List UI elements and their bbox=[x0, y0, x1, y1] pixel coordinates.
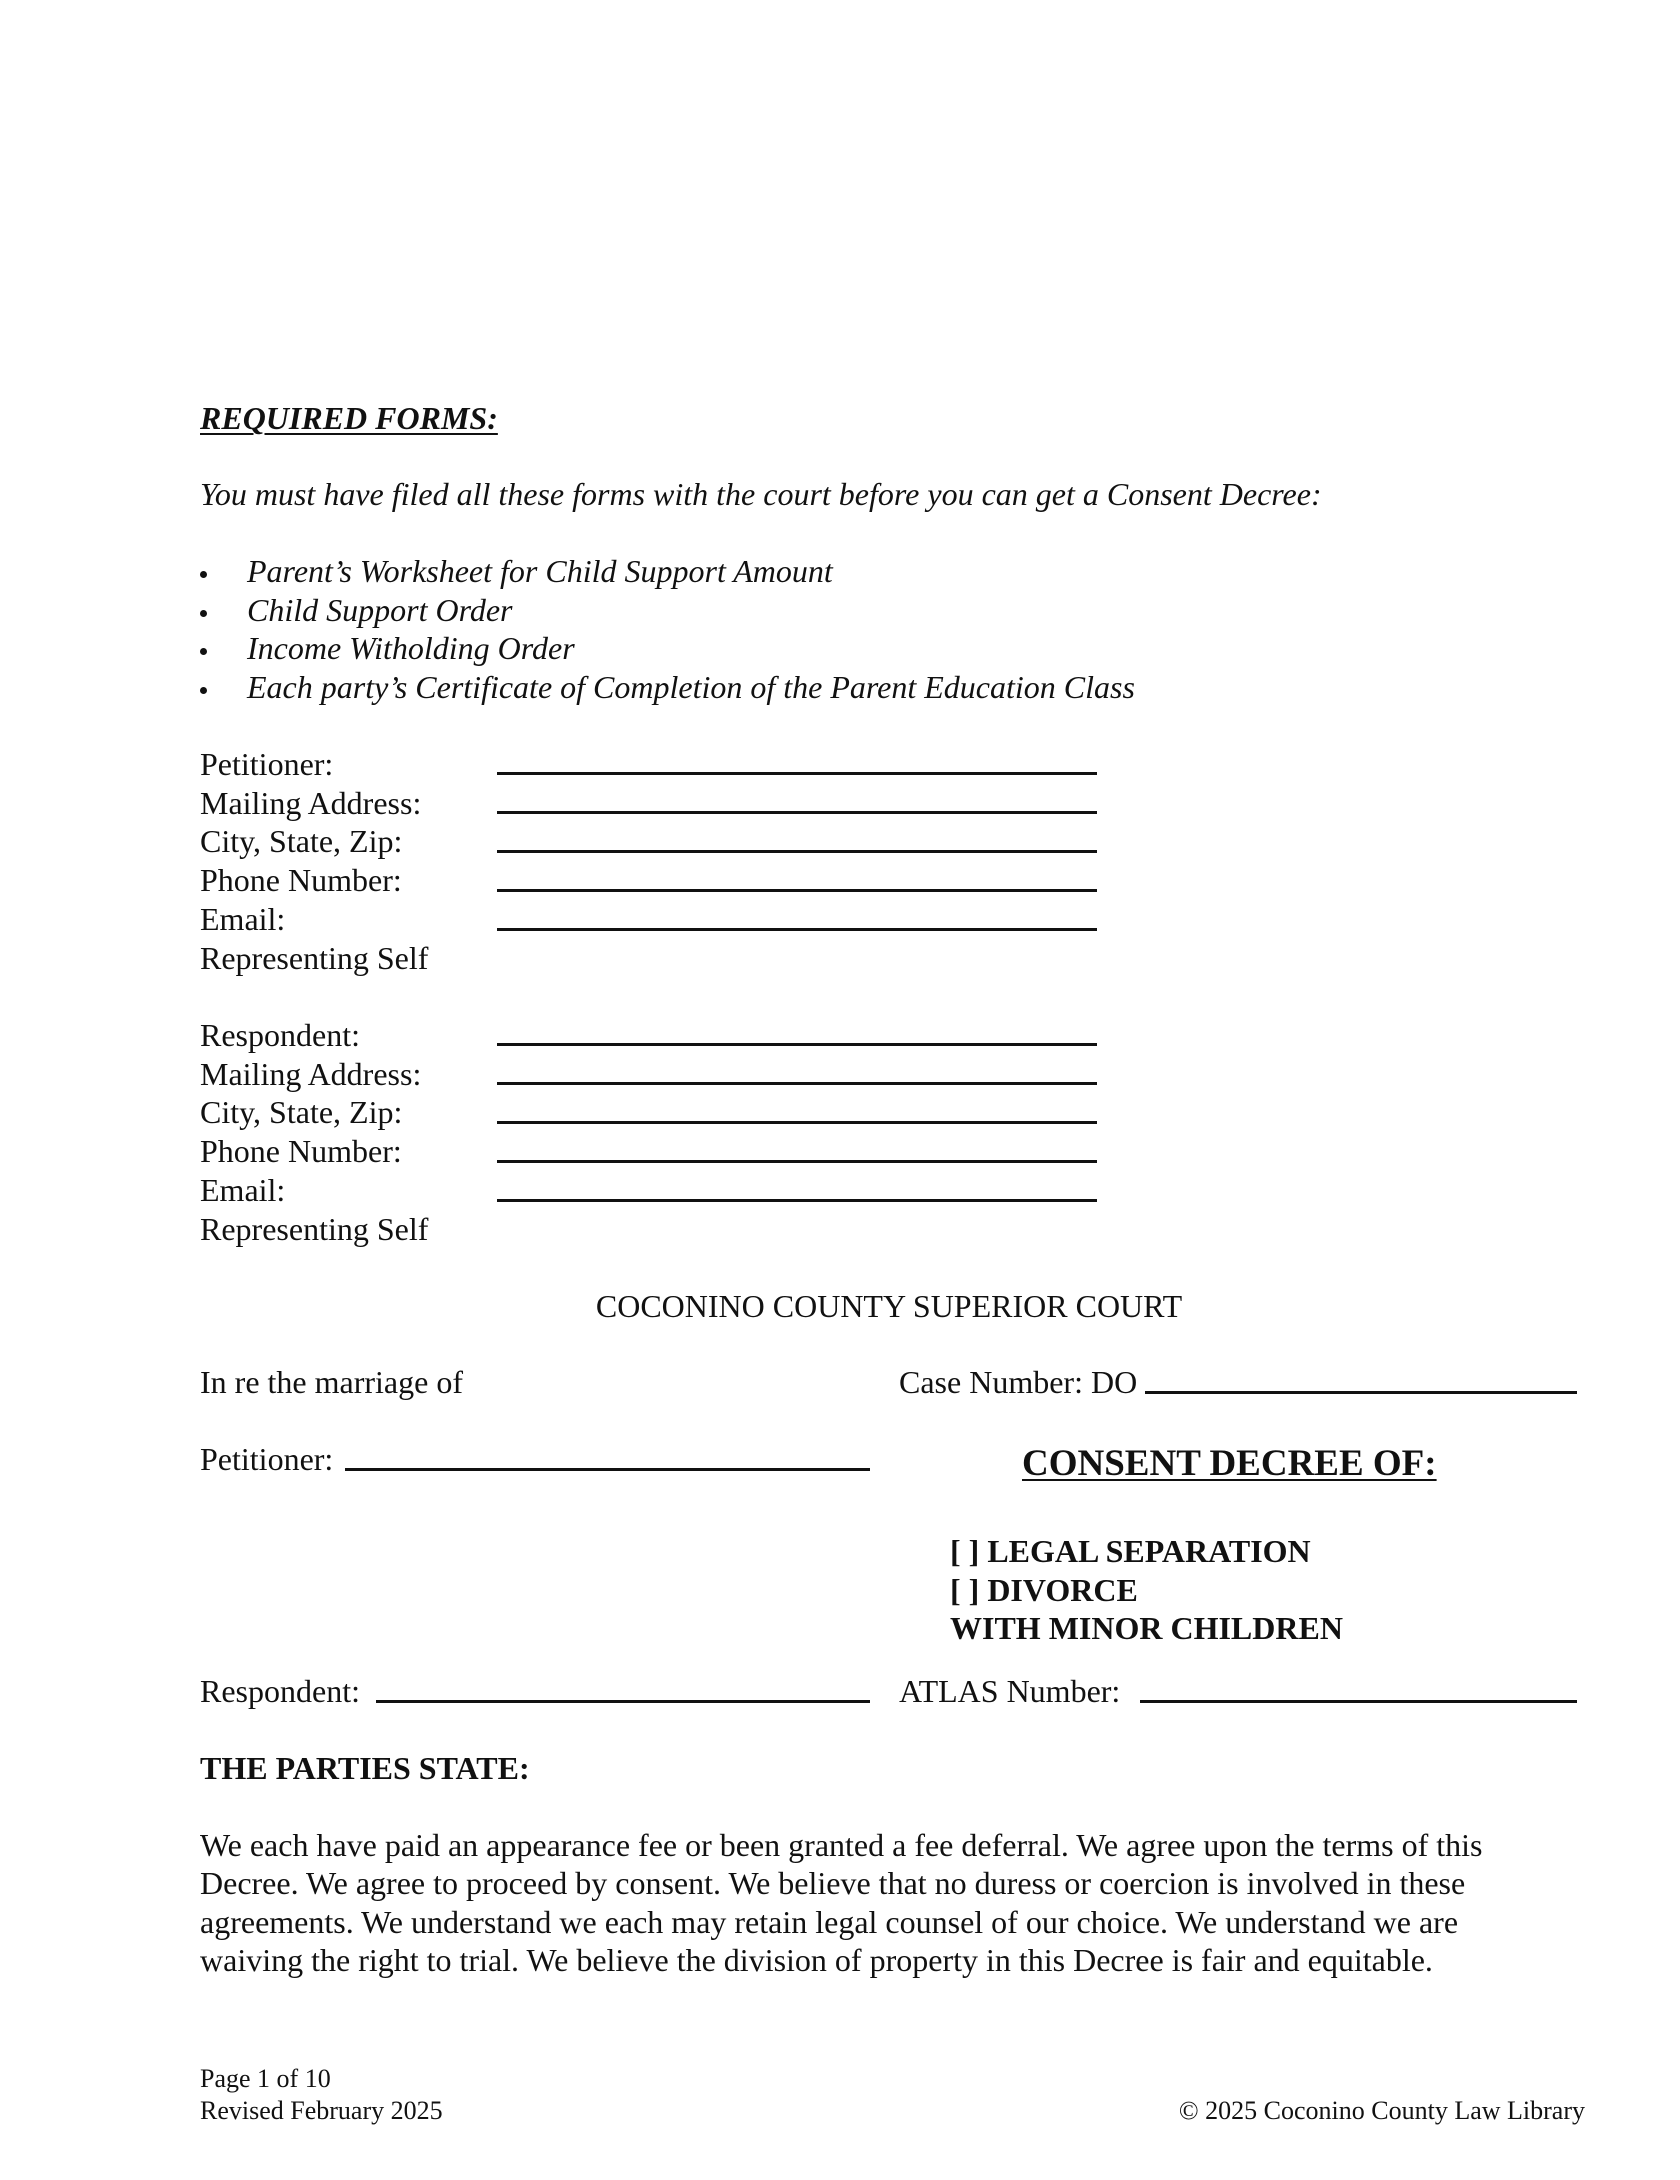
bullet-icon bbox=[200, 571, 207, 578]
respondent-city-label: City, State, Zip: bbox=[200, 1094, 403, 1130]
paragraph-line: agreements. We understand we each may retain legal counsel of our choice. We understand we are bbox=[200, 1904, 1459, 1940]
respondent-representing: Representing Self bbox=[200, 1211, 429, 1247]
paragraph-line: Decree. We agree to proceed by consent. We believe that no duress or coercion is involved in these bbox=[200, 1865, 1466, 1901]
revised-date: Revised February 2025 bbox=[200, 2096, 443, 2125]
petitioner-city-label: City, State, Zip: bbox=[200, 823, 403, 859]
option-legal-separation[interactable]: [ ] LEGAL SEPARATION bbox=[950, 1533, 1311, 1569]
case-number-label: Case Number: DO bbox=[899, 1364, 1138, 1400]
respondent-caption-label: Respondent: bbox=[200, 1673, 360, 1709]
parties-state-heading: THE PARTIES STATE: bbox=[200, 1750, 530, 1786]
atlas-number-label: ATLAS Number: bbox=[899, 1673, 1121, 1709]
respondent-email-field[interactable] bbox=[497, 1199, 1097, 1202]
court-name: COCONINO COUNTY SUPERIOR COURT bbox=[595, 1288, 1183, 1324]
required-forms-intro: You must have filed all these forms with the court before you can get a Consent Decree: bbox=[200, 476, 1322, 512]
petitioner-caption-label: Petitioner: bbox=[200, 1441, 334, 1477]
respondent-phone-label: Phone Number: bbox=[200, 1133, 402, 1169]
petitioner-name-field[interactable] bbox=[497, 772, 1097, 775]
respondent-email-label: Email: bbox=[200, 1172, 286, 1208]
petitioner-city-field[interactable] bbox=[497, 850, 1097, 853]
paragraph-line: We each have paid an appearance fee or been granted a fee deferral. We agree upon the terms of this bbox=[200, 1827, 1483, 1863]
list-item: Each party’s Certificate of Completion of the Parent Education Class bbox=[247, 669, 1135, 705]
page-number: Page 1 of 10 bbox=[200, 2064, 331, 2093]
petitioner-representing: Representing Self bbox=[200, 940, 429, 976]
bullet-icon bbox=[200, 648, 207, 655]
with-minor-children: WITH MINOR CHILDREN bbox=[950, 1610, 1343, 1646]
atlas-number-field[interactable] bbox=[1140, 1700, 1577, 1703]
respondent-name-field[interactable] bbox=[497, 1043, 1097, 1046]
decree-title: CONSENT DECREE OF: bbox=[1022, 1443, 1437, 1484]
petitioner-address-label: Mailing Address: bbox=[200, 785, 422, 821]
bullet-icon bbox=[200, 687, 207, 694]
paragraph-line: waiving the right to trial. We believe the division of property in this Decree is fair and equitable. bbox=[200, 1942, 1433, 1978]
copyright: © 2025 Coconino County Law Library bbox=[1178, 2096, 1585, 2125]
petitioner-address-field[interactable] bbox=[497, 811, 1097, 814]
petitioner-phone-field[interactable] bbox=[497, 889, 1097, 892]
respondent-address-field[interactable] bbox=[497, 1082, 1097, 1085]
respondent-name-label: Respondent: bbox=[200, 1017, 360, 1053]
list-item: Parent’s Worksheet for Child Support Amount bbox=[247, 553, 833, 589]
respondent-phone-field[interactable] bbox=[497, 1160, 1097, 1163]
bullet-icon bbox=[200, 610, 207, 617]
case-number-field[interactable] bbox=[1145, 1391, 1577, 1394]
respondent-address-label: Mailing Address: bbox=[200, 1056, 422, 1092]
option-divorce[interactable]: [ ] DIVORCE bbox=[950, 1572, 1138, 1608]
petitioner-email-label: Email: bbox=[200, 901, 286, 937]
petitioner-phone-label: Phone Number: bbox=[200, 862, 402, 898]
petitioner-caption-field[interactable] bbox=[345, 1468, 870, 1471]
petitioner-name-label: Petitioner: bbox=[200, 746, 334, 782]
required-forms-heading: REQUIRED FORMS: bbox=[200, 400, 498, 436]
petitioner-email-field[interactable] bbox=[497, 928, 1097, 931]
respondent-caption-field[interactable] bbox=[376, 1700, 870, 1703]
respondent-city-field[interactable] bbox=[497, 1121, 1097, 1124]
in-re-marriage: In re the marriage of bbox=[200, 1364, 463, 1400]
list-item: Child Support Order bbox=[247, 592, 513, 628]
list-item: Income Witholding Order bbox=[247, 630, 575, 666]
